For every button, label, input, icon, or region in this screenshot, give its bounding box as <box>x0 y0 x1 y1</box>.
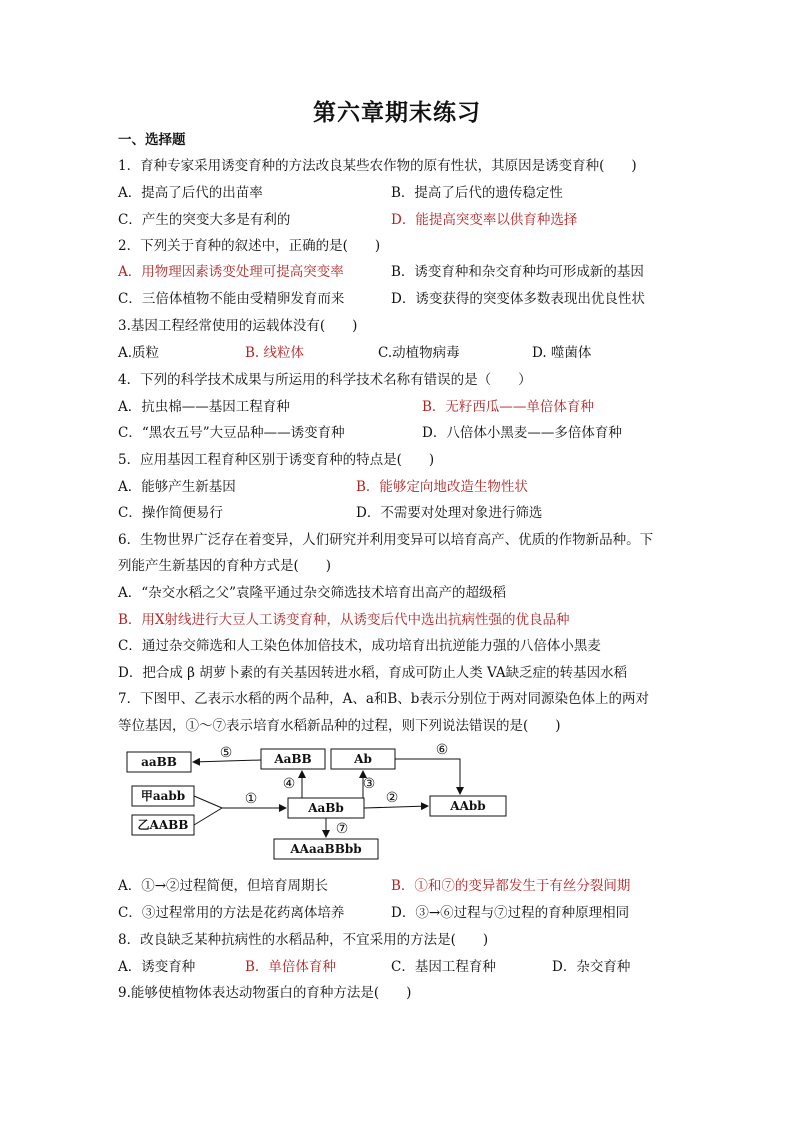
q7-option-d: D．③→⑥过程与⑦过程的育种原理相同 <box>391 905 630 921</box>
q8-option-b: B．单倍体育种 <box>245 959 336 975</box>
q8-option-c: C．基因工程育种 <box>391 959 496 975</box>
q6-option-b: B．用X射线进行大豆人工诱变育种，从诱变后代中选出抗病性强的优良品种 <box>118 612 570 628</box>
q4-stem: 4．下列的科学技术成果与所运用的科学技术名称有错误的是（ ） <box>118 372 532 388</box>
q3-option-c: C.动植物病毒 <box>378 345 460 361</box>
q6-option-a: A．“杂交水稻之父”袁隆平通过杂交筛选技术培育出高产的超级稻 <box>118 585 507 601</box>
q2-stem: 2．下列关于育种的叙述中，正确的是( ) <box>118 238 381 254</box>
label-aaBB: aaBB <box>141 755 177 769</box>
q3-stem: 3.基因工程经常使用的运载体没有( ) <box>118 318 358 334</box>
q5-stem: 5．应用基因工程育种区别于诱变育种的特点是( ) <box>118 452 435 468</box>
edge-6 <box>395 759 460 794</box>
q5-option-c: C．操作简便易行 <box>118 505 223 521</box>
q2-option-d: D．诱变获得的突变体多数表现出优良性状 <box>391 291 645 307</box>
q2-option-b: B．诱变育种和杂交育种均可形成新的基因 <box>391 264 644 280</box>
step-2-label: ② <box>385 790 399 806</box>
label-AaBb: AaBb <box>308 801 344 815</box>
q4-option-c: C．“黑农五号”大豆品种——诱变育种 <box>118 425 345 441</box>
q7-option-b: B．①和⑦的变异都发生于有丝分裂间期 <box>391 878 631 894</box>
q8-option-a: A．诱变育种 <box>118 959 196 975</box>
q5-option-b: B．能够定向地改造生物性状 <box>356 479 528 495</box>
q6-option-c: C．通过杂交筛选和人工染色体加倍技术，成功培育出抗逆能力强的八倍体小黑麦 <box>118 638 601 654</box>
step-7-label: ⑦ <box>335 821 349 837</box>
edge-2 <box>364 806 428 808</box>
q3-option-b: B. 线粒体 <box>245 345 305 361</box>
q6-stem-line1: 6．生物世界广泛存在着变异，人们研究并利用变异可以培育高产、优质的作物新品种。下 <box>118 532 654 548</box>
label-AAbb: AAbb <box>450 799 486 813</box>
q6-stem-line2: 列能产生新基因的育种方式是( ) <box>118 558 332 574</box>
step-1-label: ① <box>244 791 258 807</box>
q2-option-c: C．三倍体植物不能由受精卵发育而来 <box>118 291 345 307</box>
q6-option-d: D．把合成 β 胡萝卜素的有关基因转进水稻，育成可防止人类 VA缺乏症的转基因水稻 <box>118 665 628 681</box>
q3-option-d: D. 噬菌体 <box>532 345 592 361</box>
cross-bracket <box>194 796 222 825</box>
label-Ab: Ab <box>354 752 372 766</box>
q1-option-d: D．能提高突变率以供育种选择 <box>391 212 578 228</box>
label-AaBB: AaBB <box>274 752 312 766</box>
q4-option-a: A．抗虫棉——基因工程育种 <box>118 399 290 415</box>
q7-option-c: C．③过程常用的方法是花药离体培养 <box>118 905 345 921</box>
section-heading: 一、选择题 <box>118 132 186 148</box>
step-5-label: ⑤ <box>219 745 233 761</box>
q3-option-a: A.质粒 <box>118 345 160 361</box>
step-3-label: ③ <box>362 776 376 792</box>
step-4-label: ④ <box>282 776 296 792</box>
q1-option-c: C．产生的突变大多是有利的 <box>118 212 291 228</box>
q4-option-b: B．无籽西瓜——单倍体育种 <box>422 399 594 415</box>
q7-stem-line2: 等位基因，①～⑦表示培育水稻新品种的过程，则下列说法错误的是( ) <box>118 718 561 734</box>
q7-stem-line1: 7．下图甲、乙表示水稻的两个品种，A、a和B、b表示分别位于两对同源染色体上的两对 <box>118 691 649 707</box>
q5-option-a: A．能够产生新基因 <box>118 479 236 495</box>
label-AAaaBBbb: AAaaBBbb <box>290 842 362 856</box>
label-yi: 乙AABB <box>137 818 189 832</box>
q1-stem: 1．育种专家采用诱变育种的方法改良某些农作物的原有性状，其原因是诱变育种( ) <box>118 158 637 174</box>
q8-option-d: D．杂交育种 <box>552 959 631 975</box>
q2-option-a: A．用物理因素诱变处理可提高突变率 <box>118 264 344 280</box>
q1-option-b: B．提高了后代的遗传稳定性 <box>391 185 563 201</box>
page-title: 第六章期末练习 <box>313 99 481 126</box>
q1-option-a: A．提高了后代的出苗率 <box>118 185 263 201</box>
q7-option-a: A．①→②过程简便，但培育周期长 <box>118 878 329 894</box>
label-jia: 甲aabb <box>140 789 186 803</box>
q5-option-d: D．不需要对处理对象进行筛选 <box>356 505 543 521</box>
q9-stem: 9.能够使植物体表达动物蛋白的育种方法是( ) <box>118 985 412 1001</box>
q4-option-d: D．八倍体小黑麦——多倍体育种 <box>422 425 622 441</box>
breeding-flow-diagram <box>118 742 678 864</box>
q8-stem: 8．改良缺乏某种抗病性的水稻品种，不宜采用的方法是( ) <box>118 932 489 948</box>
step-6-label: ⑥ <box>435 742 449 758</box>
